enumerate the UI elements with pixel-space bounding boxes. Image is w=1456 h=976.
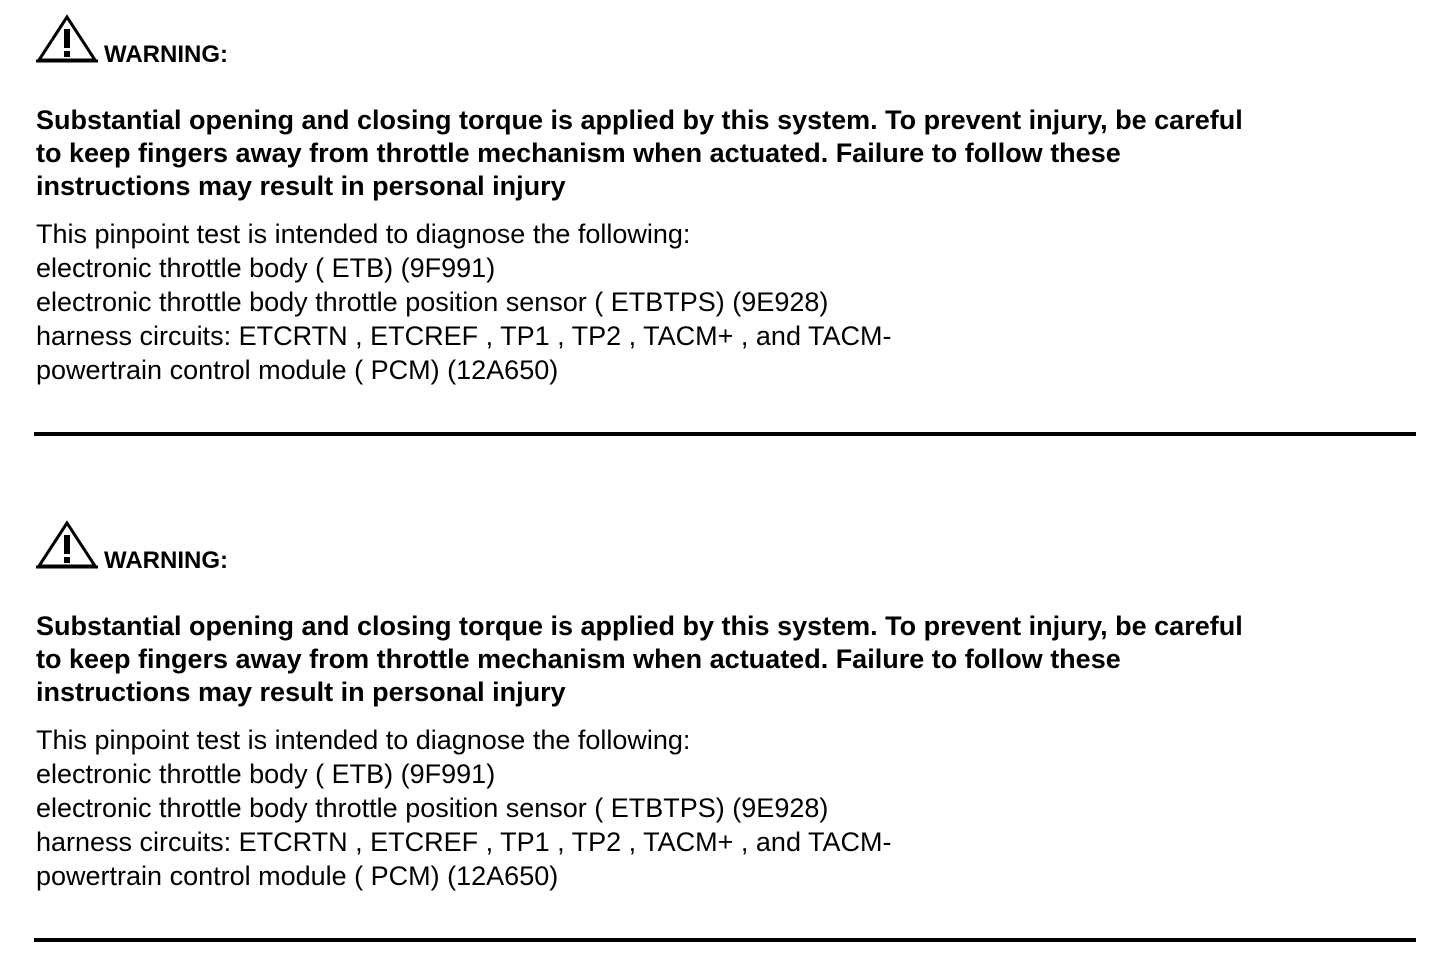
body-line: This pinpoint test is intended to diagnose the following: [36,219,691,249]
warning-label: WARNING: [104,41,228,68]
body-line: electronic throttle body throttle position sensor ( ETBTPS) (9E928) [36,793,829,823]
body-line: electronic throttle body throttle position sensor ( ETBTPS) (9E928) [36,287,829,317]
warning-line: instructions may result in personal injury [36,171,566,201]
warning-section [0,506,1456,946]
section-divider [34,432,1416,436]
warning-triangle-icon [36,14,98,64]
body-line: harness circuits: ETCRTN , ETCREF , TP1 , TP2 , TACM+ , and TACM- [36,321,892,351]
warning-label: WARNING: [104,547,228,574]
section-divider [34,938,1416,942]
pinpoint-test-description [36,723,1416,893]
warning-message [36,610,1436,709]
body-line: This pinpoint test is intended to diagnose the following: [36,725,691,755]
body-line: powertrain control module ( PCM) (12A650) [36,861,559,891]
body-line: electronic throttle body ( ETB) (9F991) [36,253,496,283]
warning-line: Substantial opening and closing torque is applied by this system. To prevent injury, be careful [36,611,1243,641]
warning-line: Substantial opening and closing torque is applied by this system. To prevent injury, be careful [36,105,1243,135]
warning-line: to keep fingers away from throttle mechanism when actuated. Failure to follow these [36,138,1121,168]
warning-message [36,104,1436,203]
pinpoint-test-description [36,217,1416,387]
body-line: harness circuits: ETCRTN , ETCREF , TP1 , TP2 , TACM+ , and TACM- [36,827,892,857]
warning-line: to keep fingers away from throttle mechanism when actuated. Failure to follow these [36,644,1121,674]
warning-heading [36,14,436,74]
warning-triangle-icon [36,520,98,570]
warning-heading [36,520,436,580]
body-line: electronic throttle body ( ETB) (9F991) [36,759,496,789]
body-line: powertrain control module ( PCM) (12A650) [36,355,559,385]
warning-section [0,0,1456,440]
warning-line: instructions may result in personal injury [36,677,566,707]
